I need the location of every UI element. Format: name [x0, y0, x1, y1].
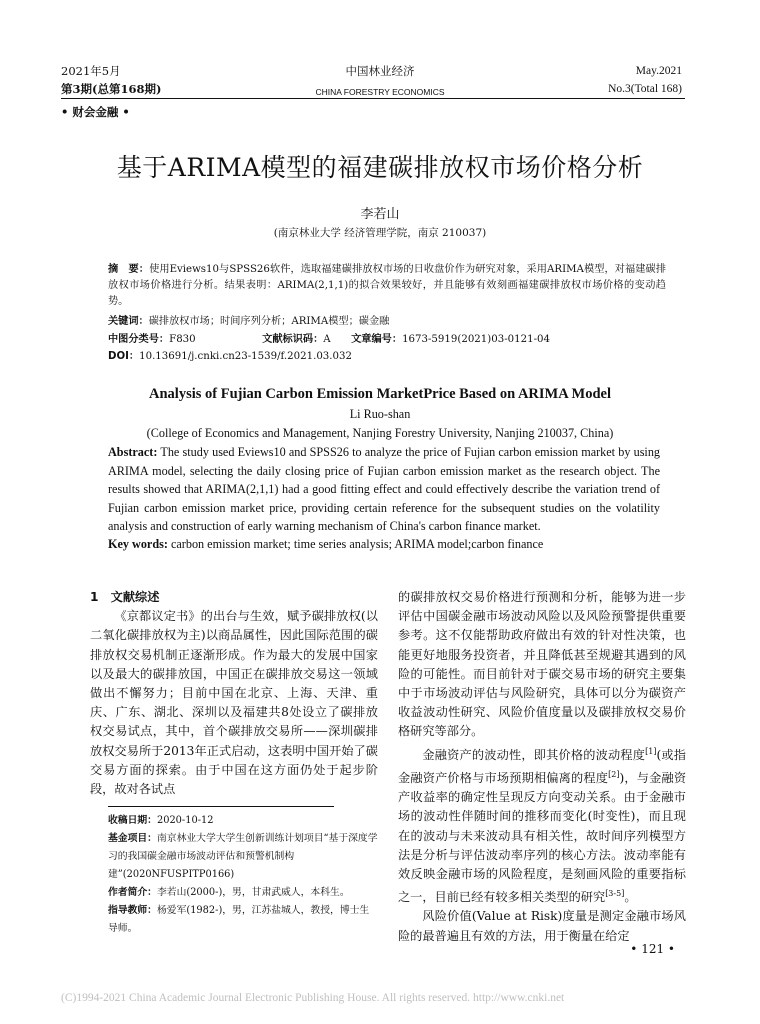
affiliation-cn: (南京林业大学 经济管理学院，南京 210037)	[273, 227, 487, 239]
keywords-en-label: Key words:	[108, 537, 168, 551]
doc-code-value: A	[323, 334, 331, 345]
author-cn: 李若山	[360, 207, 400, 222]
keywords-en	[108, 535, 660, 554]
body-left-paragraph: 《京都议定书》的出台与生效，赋予碳排放权(以二氧化碳排放权为主)以商品属性，因此国际范围的碳排放权交易机制正逐渐形成。作为最大的发展中国家以及最大的碳排放国，中国正在碳排放交易这一领域做出不懈努力；目前中国在北京、上海、天津、重庆、广东、湖北、深圳以及福建共8处设立了碳排放权交易试点，其中，首个碳排放交易所——深圳碳排放权交易所于2013年正式启动，这表明中国开始了碳交易方面的探索。由于中国在这方面仍处于起步阶段，故对各试点	[90, 609, 378, 797]
citation-ref: [2]	[608, 769, 620, 779]
clc-label: 中图分类号：	[108, 334, 170, 345]
body-right-paragraph-1: 的碳排放权交易价格进行预测和分析，能够为进一步评估中国碳金融市场波动风险以及风险预警提供重要参考。这不仅能帮助政府做出有效的针对性决策，也能更好地服务投资者，并且降低甚至规避其遇到的风险的可能性。而目前针对于碳交易市场的研究主要集中于市场波动评估与风险研究，具体可以分为碳资产收益波动性研究、风险价值度量以及碳排放权交易价格研究等部分。	[398, 590, 686, 739]
keywords-cn	[108, 314, 666, 330]
doi-value: 10.13691/j.cnki.cn23-1539/f.2021.03.032	[139, 351, 352, 362]
citation-ref: [1]	[645, 746, 657, 756]
abstract-cn-label: 摘 要：	[108, 264, 150, 275]
abstract-en-text: The study used Eviews10 and SPSS26 to analyze the price of Fujian carbon emission market by using ARIMA model, selecting the daily closing price of Fujian carbon emission market as the research object. The results showed that ARIMA(2,1,1) had a good fitting effect and could effectively describe the variation trend of Fujian carbon emission market price, providing certain reference for the subsequent studies on the volatility analysis and construction of early warning mechanism of China's carbon finance market.	[108, 445, 661, 533]
citation-ref: [3-5]	[605, 889, 625, 899]
header-rule	[61, 98, 685, 99]
abstract-en-label: Abstract:	[108, 445, 158, 459]
footnote-fund: 基金项目：南京林业大学大学生创新训练计划项目“基于深度学习的我国碳金融市场波动评估和预警机制构建”(2020NFUSPITP0166)	[108, 833, 378, 880]
body-right-paragraph-2: 金融资产的波动性，即其价格的波动程度[1](或指金融资产价格与市场预期相偏离的程度[2])，与金融资产收益率的确定性呈现反方向变动关系。由于金融市场的波动性伴随时间的推移而变化(时变性)，而且现在的波动与未来波动具有相关性，故时间序列模型方法是分析与评估波动率序列的核心方法。波动率能有效反映金融市场的风险程度，是刻画风险的重要指标之一，目前已经有较多相关类型的研究[3-5]。	[398, 746, 687, 905]
abstract-cn	[108, 262, 666, 310]
abstract-en	[108, 443, 660, 536]
doc-code-label: 文献标识码：	[262, 334, 324, 345]
header-issue-cn: 第3期(总第168期)	[61, 82, 162, 96]
body-right-paragraph-3: 风险价值(Value at Risk)度量是测定金融市场风险的最普遍且有效的方法，用于衡量在给定	[398, 909, 686, 943]
header-issue-en: No.3(Total 168)	[608, 83, 682, 95]
section-label: • 财会金融 •	[61, 105, 130, 119]
abstract-cn-text: 使用Eviews10与SPSS26软件，选取福建碳排放权市场的日收盘价作为研究对象，采用ARIMA模型，对福建碳排放权市场价格进行分析。结果表明：ARIMA(2,1,1)的拟合效果较好，并且能够有效刻画福建碳排放权市场价格的变动趋势。	[108, 264, 667, 307]
doi-label: DOI：	[108, 351, 140, 362]
footnote-received: 收稿日期：2020-10-12	[108, 815, 214, 826]
doi-line	[108, 349, 666, 365]
article-no-label: 文章编号：	[351, 334, 403, 345]
keywords-cn-label: 关键词：	[108, 316, 149, 327]
affiliation-en: (College of Economics and Management, Nanjing Forestry University, Nanjing 210037, China)	[146, 426, 614, 440]
clc-value: F830	[169, 334, 196, 345]
section1-heading: 1 文献综述	[90, 590, 160, 604]
footnote-rule	[108, 806, 334, 807]
title-en: Analysis of Fujian Carbon Emission MarketPrice Based on ARIMA Model	[149, 386, 611, 402]
body-right-column	[398, 588, 686, 946]
page-number: • 121 •	[630, 942, 675, 956]
article-no-value: 1673-5919(2021)03-0121-04	[402, 334, 550, 345]
footnote-author: 作者简介：李若山(2000-)，男，甘肃武威人，本科生。	[108, 887, 350, 898]
keywords-cn-text: 碳排放权市场；时间序列分析；ARIMA模型；碳金融	[148, 316, 390, 327]
title-cn: 基于ARIMA模型的福建碳排放权市场价格分析	[116, 153, 644, 182]
header-journal-en: CHINA FORESTRY ECONOMICS	[315, 87, 445, 97]
author-en: Li Ruo-shan	[349, 407, 411, 421]
header-date-en: May.2021	[635, 65, 682, 77]
body-left-column	[90, 588, 378, 799]
header-journal-cn: 中国林业经济	[345, 64, 415, 78]
classification-line	[108, 332, 666, 348]
footnotes	[108, 812, 378, 938]
copyright-footer: (C)1994-2021 China Academic Journal Electronic Publishing House. All rights reserved. http://www.cnki.net	[61, 992, 565, 1004]
keywords-en-text: carbon emission market; time series analysis; ARIMA model;carbon finance	[170, 537, 544, 551]
header-date-cn: 2021年5月	[61, 64, 121, 78]
footnote-advisor: 指导教师：杨爱军(1982-)，男，江苏盐城人，教授，博士生导师。	[108, 905, 370, 934]
